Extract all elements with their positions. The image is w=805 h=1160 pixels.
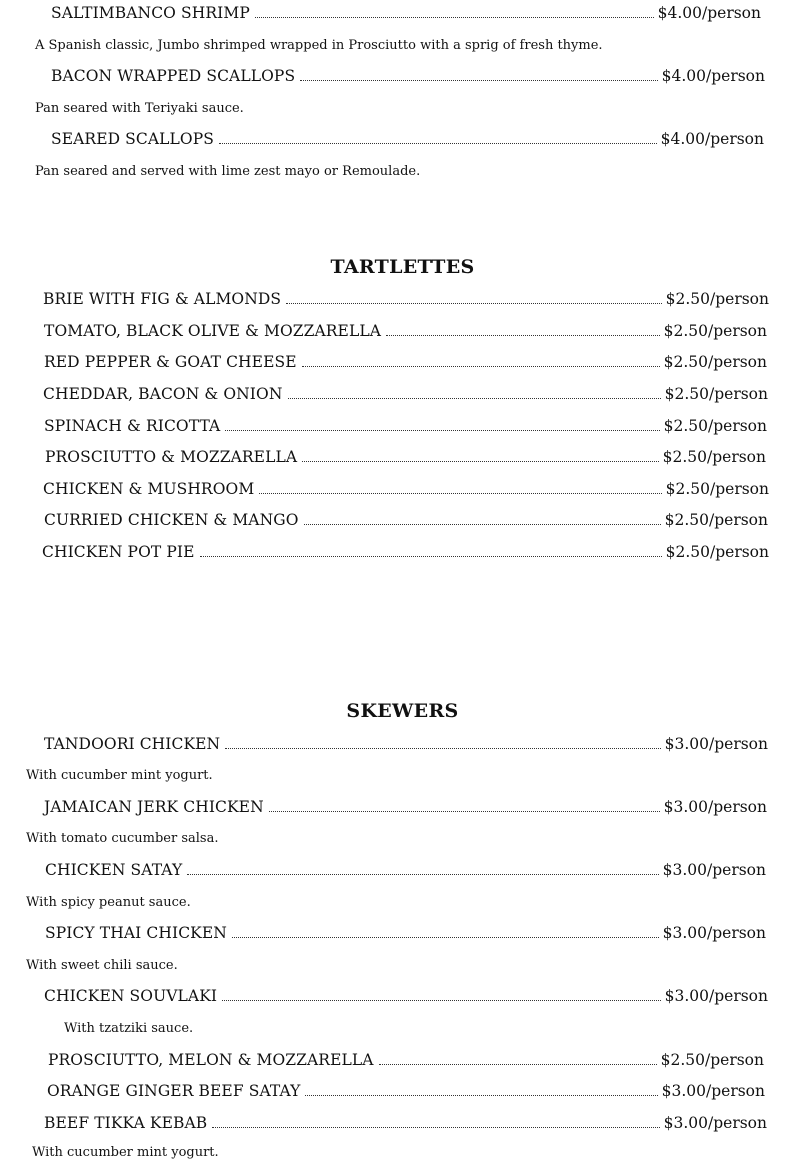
item-name: BEEF TIKKA KEBAB — [44, 1114, 208, 1132]
item-price: $2.50/person — [664, 511, 768, 529]
dot-leader — [232, 936, 659, 938]
section-heading-skewers: SKEWERS — [346, 700, 459, 722]
item-price: $4.00/person — [661, 67, 765, 85]
item-description: A Spanish classic, Jumbo shrimped wrapped in Prosciutto with a sprig of fresh thyme. — [35, 38, 603, 53]
item-price: $3.00/person — [661, 1082, 765, 1100]
dot-leader — [302, 365, 660, 367]
dot-leader — [225, 429, 659, 431]
item-price: $3.00/person — [663, 798, 767, 816]
dot-leader — [286, 302, 661, 304]
item-name: TOMATO, BLACK OLIVE & MOZZARELLA — [44, 322, 382, 340]
item-price: $2.50/person — [664, 385, 768, 403]
dot-leader — [200, 555, 662, 557]
item-name: CHICKEN SOUVLAKI — [44, 987, 218, 1005]
dot-leader — [259, 492, 661, 494]
item-price: $4.00/person — [660, 130, 764, 148]
item-description: Pan seared and served with lime zest mayo or Remoulade. — [35, 164, 421, 179]
item-description: Pan seared with Teriyaki sauce. — [35, 101, 244, 116]
item-name: SALTIMBANCO SHRIMP — [51, 4, 250, 22]
item-price: $2.50/person — [663, 417, 767, 435]
dot-leader — [386, 334, 660, 336]
item-price: $2.50/person — [662, 448, 766, 466]
menu-item — [43, 290, 769, 308]
menu-item — [44, 322, 767, 340]
menu-item — [48, 1051, 764, 1069]
menu-item — [47, 1082, 765, 1100]
item-name: PROSCIUTTO, MELON & MOZZARELLA — [48, 1051, 374, 1069]
dot-leader — [187, 873, 658, 875]
item-price: $2.50/person — [665, 543, 769, 561]
item-description: With cucumber mint yogurt. — [32, 1145, 219, 1160]
item-name: CURRIED CHICKEN & MANGO — [44, 511, 299, 529]
menu-item — [51, 130, 764, 148]
dot-leader — [302, 460, 658, 462]
item-name: CHICKEN & MUSHROOM — [43, 480, 255, 498]
dot-leader — [225, 747, 660, 749]
dot-leader — [269, 810, 660, 812]
menu-item — [44, 417, 767, 435]
item-price: $2.50/person — [665, 480, 769, 498]
item-name: CHEDDAR, BACON & ONION — [43, 385, 283, 403]
item-name: CHICKEN SATAY — [45, 861, 183, 879]
item-price: $2.50/person — [663, 353, 767, 371]
menu-item — [44, 735, 768, 753]
menu-item — [51, 4, 761, 22]
item-price: $3.00/person — [664, 735, 768, 753]
dot-leader — [305, 1094, 657, 1096]
dot-leader — [304, 523, 661, 525]
dot-leader — [219, 142, 657, 144]
item-price: $3.00/person — [662, 924, 766, 942]
item-name: BRIE WITH FIG & ALMONDS — [43, 290, 282, 308]
item-price: $2.50/person — [663, 322, 767, 340]
item-name: SEARED SCALLOPS — [51, 130, 214, 148]
item-price: $3.00/person — [664, 987, 768, 1005]
menu-item — [43, 385, 768, 403]
menu-item — [42, 543, 769, 561]
menu-item — [44, 798, 767, 816]
menu-item — [43, 480, 769, 498]
item-name: SPINACH & RICOTTA — [44, 417, 221, 435]
item-name: SPICY THAI CHICKEN — [45, 924, 227, 942]
dot-leader — [212, 1126, 659, 1128]
item-price: $2.50/person — [665, 290, 769, 308]
menu-item — [44, 987, 768, 1005]
menu-item — [45, 448, 766, 466]
item-name: TANDOORI CHICKEN — [44, 735, 221, 753]
section-heading-tartlettes: TARTLETTES — [330, 256, 475, 278]
menu-item — [44, 353, 767, 371]
menu-item — [44, 1114, 767, 1132]
dot-leader — [255, 16, 654, 18]
dot-leader — [379, 1063, 657, 1065]
item-name: JAMAICAN JERK CHICKEN — [44, 798, 264, 816]
item-name: PROSCIUTTO & MOZZARELLA — [45, 448, 298, 466]
dot-leader — [222, 999, 661, 1001]
item-description: With spicy peanut sauce. — [26, 895, 191, 910]
item-name: RED PEPPER & GOAT CHEESE — [44, 353, 297, 371]
item-description: With tomato cucumber salsa. — [26, 831, 219, 846]
menu-item — [51, 67, 765, 85]
item-price: $2.50/person — [660, 1051, 764, 1069]
dot-leader — [300, 79, 657, 81]
item-description: With sweet chili sauce. — [26, 958, 178, 973]
item-price: $4.00/person — [657, 4, 761, 22]
item-name: BACON WRAPPED SCALLOPS — [51, 67, 296, 85]
item-description: With cucumber mint yogurt. — [26, 768, 213, 783]
menu-item — [44, 511, 768, 529]
item-price: $3.00/person — [662, 861, 766, 879]
item-name: ORANGE GINGER BEEF SATAY — [47, 1082, 301, 1100]
dot-leader — [288, 397, 661, 399]
item-name: CHICKEN POT PIE — [42, 543, 195, 561]
item-description: With tzatziki sauce. — [64, 1021, 194, 1036]
menu-item — [45, 861, 766, 879]
item-price: $3.00/person — [663, 1114, 767, 1132]
menu-item — [45, 924, 766, 942]
